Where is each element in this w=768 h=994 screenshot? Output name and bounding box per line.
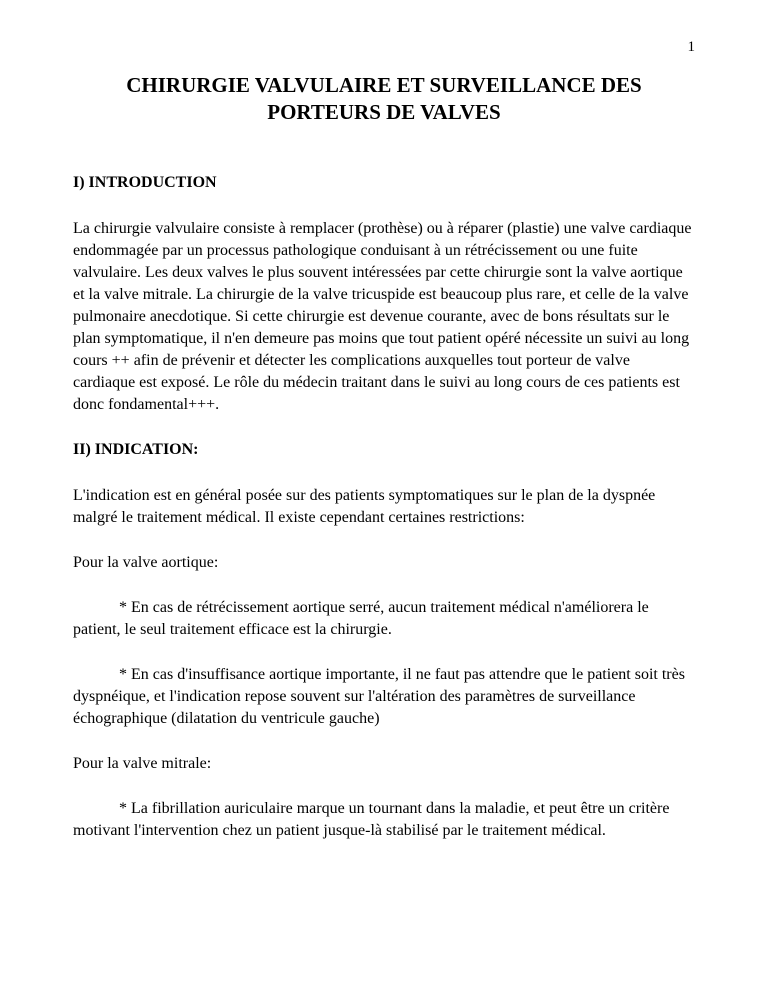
paragraph-bullet-fibrillation-auriculaire: * La fibrillation auriculaire marque un tournant dans la maladie, et peut être un critère motivant l'intervention chez un patient jusque-là stabilisé par le traitement médical.	[73, 799, 670, 839]
paragraph-introduction: La chirurgie valvulaire consiste à remplacer (prothèse) ou à réparer (plastie) une valve cardiaque endommagée par un processus pathologique conduisant à un rétrécissement ou une fuite valvulaire. Les deux valves le plus souvent intéressées par cette chirurgie sont la valve aortique et la valve mitrale. La chirurgie de la valve tricuspide est beaucoup plus rare, et celle de la valve pulmonaire anecdotique. Si cette chirurgie est devenue courante, avec de bons résultats sur le plan symptomatique, il n'en demeure pas moins que tout patient opéré nécessite un suivi au long cours ++ afin de prévenir et détecter les complications auxquelles tout porteur de valve cardiaque est exposé. Le rôle du médecin traitant dans le suivi au long cours de ces patients est donc fondamental+++.	[73, 219, 692, 413]
page-number: 1	[687, 39, 695, 55]
document-title: CHIRURGIE VALVULAIRE ET SURVEILLANCE DES PORTEURS DE VALVES	[126, 73, 642, 124]
paragraph-indication-intro: L'indication est en général posée sur des patients symptomatiques sur le plan de la dyspnée malgré le traitement médical. Il existe cependant certaines restrictions:	[73, 486, 656, 526]
section-introduction	[73, 172, 695, 416]
paragraph-bullet-retrecissement-aortique: * En cas de rétrécissement aortique serré, aucun traitement médical n'améliorera le patient, le seul traitement efficace est la chirurgie.	[73, 598, 649, 638]
section-indication	[73, 439, 695, 842]
section-heading-indication: II) INDICATION:	[73, 440, 199, 458]
section-heading-introduction: I) INTRODUCTION	[73, 173, 217, 191]
paragraph-valve-mitrale-label: Pour la valve mitrale:	[73, 754, 212, 772]
paragraph-valve-aortique-label: Pour la valve aortique:	[73, 553, 219, 571]
paragraph-bullet-insuffisance-aortique: * En cas d'insuffisance aortique importante, il ne faut pas attendre que le patient soit très dyspnéique, et l'indication repose souvent sur l'altération des paramètres de surveillance échographique (dilatation du ventricule gauche)	[73, 665, 685, 727]
